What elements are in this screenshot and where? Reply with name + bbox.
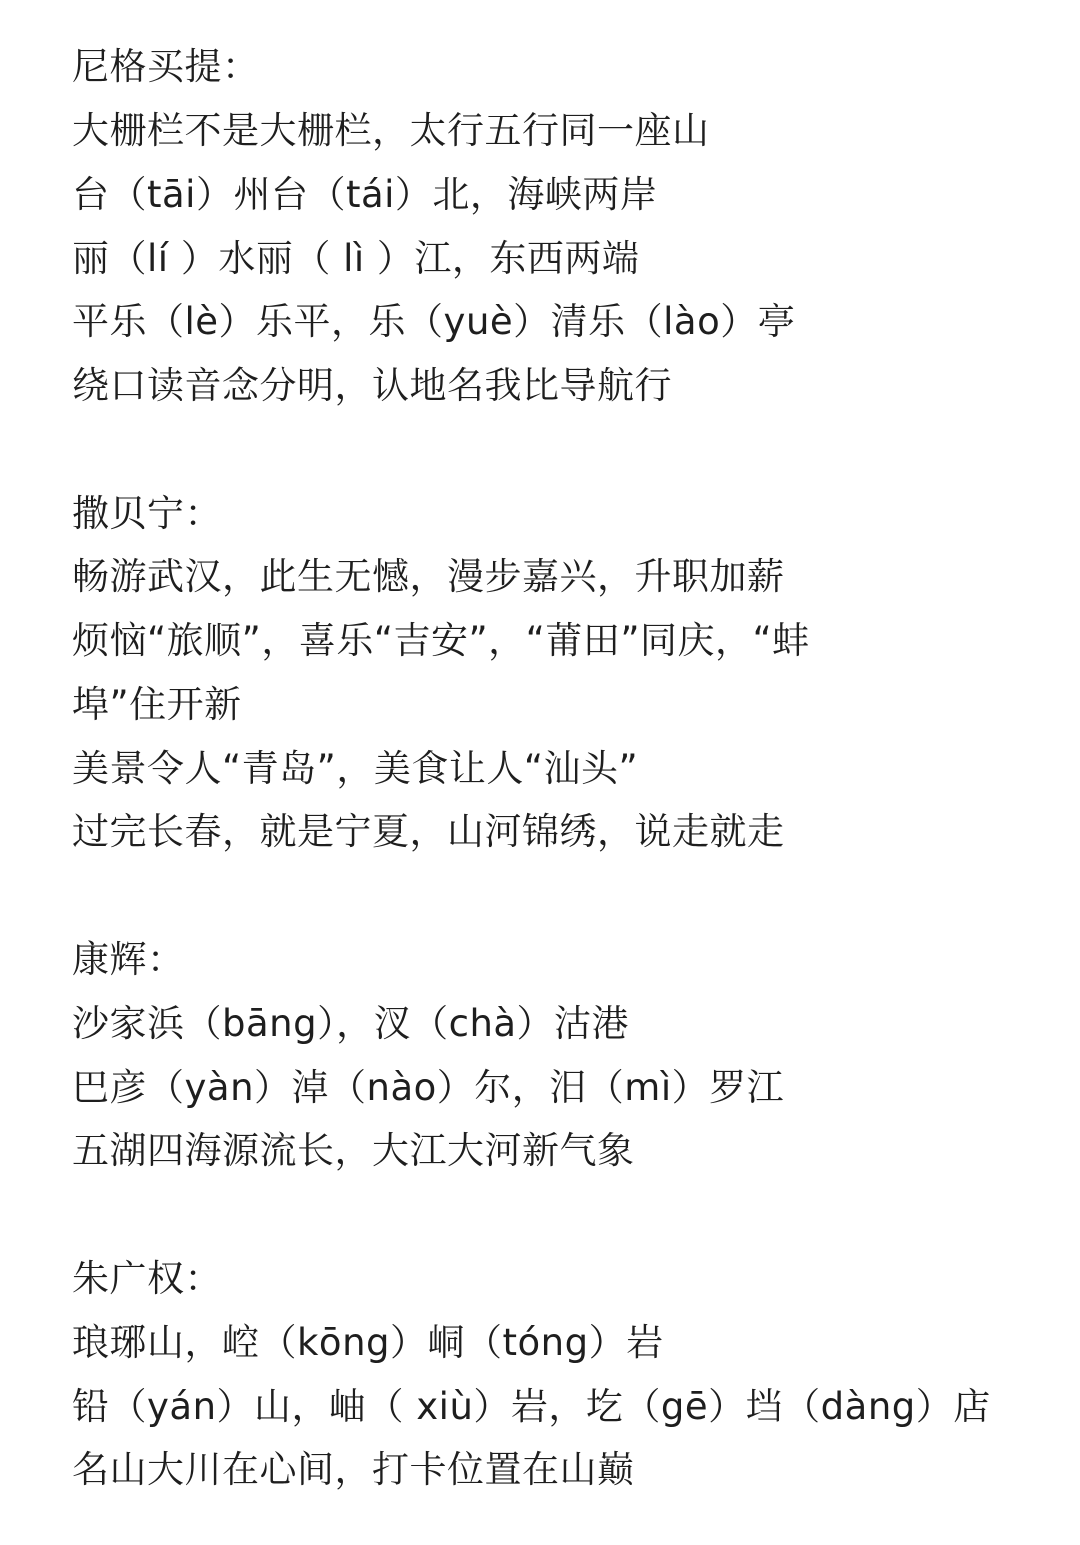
text-line: 绕口读音念分明，认地名我比导航行 (72, 364, 672, 407)
text-line: 名山大川在心间，打卡位置在山巅 (72, 1448, 635, 1491)
speaker-name: 康辉： (72, 938, 185, 981)
speaker-name: 撒贝宁： (72, 492, 222, 535)
text-line: 埠”住开新 (72, 683, 242, 726)
text-line: 平乐（lè）乐平，乐（yuè）清乐（lào）亭 (72, 300, 796, 343)
text-line: 铅（yán）山，岫（ xiù）岩，圪（gē）垱（dàng）店 (72, 1385, 991, 1428)
speaker-name: 尼格买提： (72, 45, 260, 88)
text-line: 琅琊山，崆（kōng）峒（tóng）岩 (72, 1321, 664, 1364)
text-line: 美景令人“青岛”，美食让人“汕头” (72, 747, 639, 790)
text-line: 大栅栏不是大栅栏，太行五行同一座山 (72, 109, 710, 152)
text-line: 烦恼“旅顺”，喜乐“吉安”，“莆田”同庆，“蚌 (72, 619, 810, 662)
text-line: 沙家浜（bāng），汊（chà）沽港 (72, 1002, 630, 1045)
text-line: 五湖四海源流长，大江大河新气象 (72, 1129, 635, 1172)
text-line: 过完长春，就是宁夏，山河锦绣，说走就走 (72, 810, 785, 853)
text-line: 巴彦（yàn）淖（nào）尔，汨（mì）罗江 (72, 1066, 785, 1109)
text-line: 台（tāi）州台（tái）北，海峡两岸 (72, 173, 658, 216)
speaker-name: 朱广权： (72, 1257, 222, 1300)
text-line: 丽（lí ）水丽（ lì ）江，东西两端 (72, 237, 640, 280)
text-line: 畅游武汉，此生无憾，漫步嘉兴，升职加薪 (72, 555, 785, 598)
